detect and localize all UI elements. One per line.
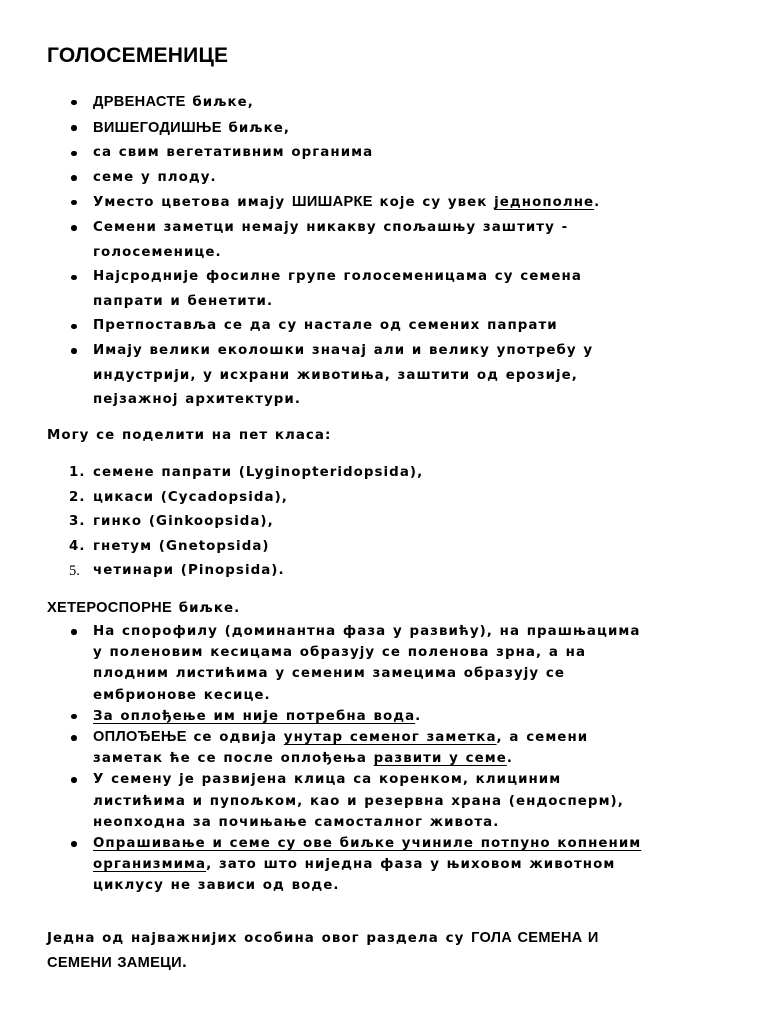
- underlined-text: Опрашивање и семе су ове биљке учиниле потпуно копненим: [93, 836, 642, 852]
- item-number: 4.: [69, 538, 86, 554]
- item-text: Имају велики еколошки значај али и велику употребу у: [93, 342, 594, 358]
- underlined-text: организмима: [93, 857, 207, 873]
- item-text: четинари (Pinopsida).: [93, 563, 285, 579]
- item-number: 1.: [69, 465, 86, 480]
- underlined-text: унутар семеног заметка: [283, 730, 497, 746]
- punctuation: .: [506, 751, 513, 767]
- item-text: циклусу не зависи од воде.: [93, 878, 340, 894]
- item-text: , а семени: [496, 730, 589, 746]
- list-item: [69, 510, 423, 535]
- underlined-text: једнополне: [494, 195, 595, 211]
- item-number: 2.: [69, 489, 86, 505]
- punctuation: .: [181, 956, 189, 971]
- punctuation: .: [594, 195, 601, 211]
- keyword: ДРВЕНАСТЕ: [93, 94, 186, 110]
- item-text: биљке.: [172, 601, 241, 616]
- list-item: [93, 116, 693, 142]
- item-text: цикаси (Cycadopsida),: [93, 489, 288, 505]
- item-text: плодним листићима у семеним замецима образују се: [93, 666, 565, 682]
- item-text: гнетум (Gnetopsida): [93, 538, 270, 554]
- list-item: [93, 190, 693, 216]
- classes-intro: Могу се поделити на пет класа:: [47, 428, 332, 443]
- list-item: [93, 216, 693, 265]
- item-text: Најсродније фосилне групе голосеменицама су семена: [93, 269, 582, 285]
- item-text: које су увек: [372, 195, 495, 211]
- item-text: пејзажној архитектури.: [93, 392, 301, 408]
- features-list: [93, 90, 693, 413]
- item-text: индустрији, у исхрани животиња, заштити од ерозије,: [93, 367, 578, 383]
- item-text: биљке,: [221, 120, 291, 136]
- list-item: [93, 706, 733, 727]
- heterospore-heading: [47, 600, 240, 616]
- item-number: 3.: [69, 514, 86, 530]
- item-text: Уместо цветова имају: [93, 195, 292, 211]
- keyword: ХЕТЕРОСПОРНЕ: [47, 600, 172, 616]
- heterospore-list: [93, 621, 733, 897]
- list-item: [93, 90, 693, 116]
- list-item: [69, 559, 423, 584]
- underlined-text: За оплођење им није потребна вода: [93, 708, 416, 724]
- list-item: [93, 265, 693, 314]
- list-item: [93, 621, 733, 706]
- item-text: са свим вегетативним органима: [93, 145, 374, 161]
- list-item: [69, 461, 424, 486]
- list-item: [93, 727, 733, 769]
- keyword: ОПЛОЂЕЊЕ: [93, 729, 187, 746]
- item-number: 5.: [69, 563, 80, 580]
- list-item: [93, 141, 693, 166]
- item-text: папрати и бенетити.: [93, 293, 274, 309]
- underlined-text: развити у семе: [373, 751, 507, 767]
- item-text: у поленовим кесицама образују се поленова зрна, а на: [93, 645, 587, 661]
- keyword: ШИШАРКЕ: [291, 194, 373, 211]
- item-text: биљке,: [185, 95, 254, 110]
- item-text: заметак ће се после оплођења: [93, 751, 374, 767]
- item-text: се одвија: [186, 730, 284, 746]
- closing-paragraph: [47, 926, 737, 976]
- item-text: Једна од најважнијих особина овог раздела су: [47, 931, 472, 946]
- list-item: [69, 535, 423, 560]
- item-text: гинко (Ginkoopsida),: [93, 514, 274, 530]
- item-text: голосеменице.: [93, 244, 222, 260]
- item-text: , зато што ниједна фаза у њиховом животном: [206, 857, 616, 873]
- item-text: Семени заметци немају никакву спољашњу заштиту -: [93, 219, 569, 235]
- item-text: У семену је развијена клица са коренком, клициним: [93, 772, 562, 788]
- item-text: неопходна за почињање самосталног живота.: [93, 814, 500, 830]
- page-title: ГОЛОСЕМЕНИЦЕ: [47, 44, 229, 67]
- item-text: семене папрати (Lyginopteridopsida),: [93, 465, 424, 480]
- keyword: ГОЛА СЕМЕНА И: [471, 930, 599, 946]
- keyword: ВИШЕГОДИШЊЕ: [93, 119, 222, 136]
- list-item: [93, 833, 733, 897]
- item-text: Претпоставља се да су настале од семених папрати: [93, 318, 558, 334]
- list-item: [93, 769, 733, 833]
- list-item: [69, 486, 423, 511]
- item-text: На спорофилу (доминантна фаза у развићу), на прашњацима: [93, 624, 641, 639]
- list-item: [93, 166, 693, 191]
- item-text: ембрионове кесице.: [93, 687, 271, 703]
- keyword: СЕМЕНИ ЗАМЕЦИ: [47, 955, 182, 971]
- item-text: семе у плоду.: [93, 169, 217, 185]
- classes-list: [69, 461, 424, 584]
- item-text: листићима и пупољком, као и резервна храна (ендосперм),: [93, 793, 624, 809]
- list-item: [93, 314, 693, 339]
- list-item: [93, 339, 693, 413]
- punctuation: .: [415, 708, 422, 724]
